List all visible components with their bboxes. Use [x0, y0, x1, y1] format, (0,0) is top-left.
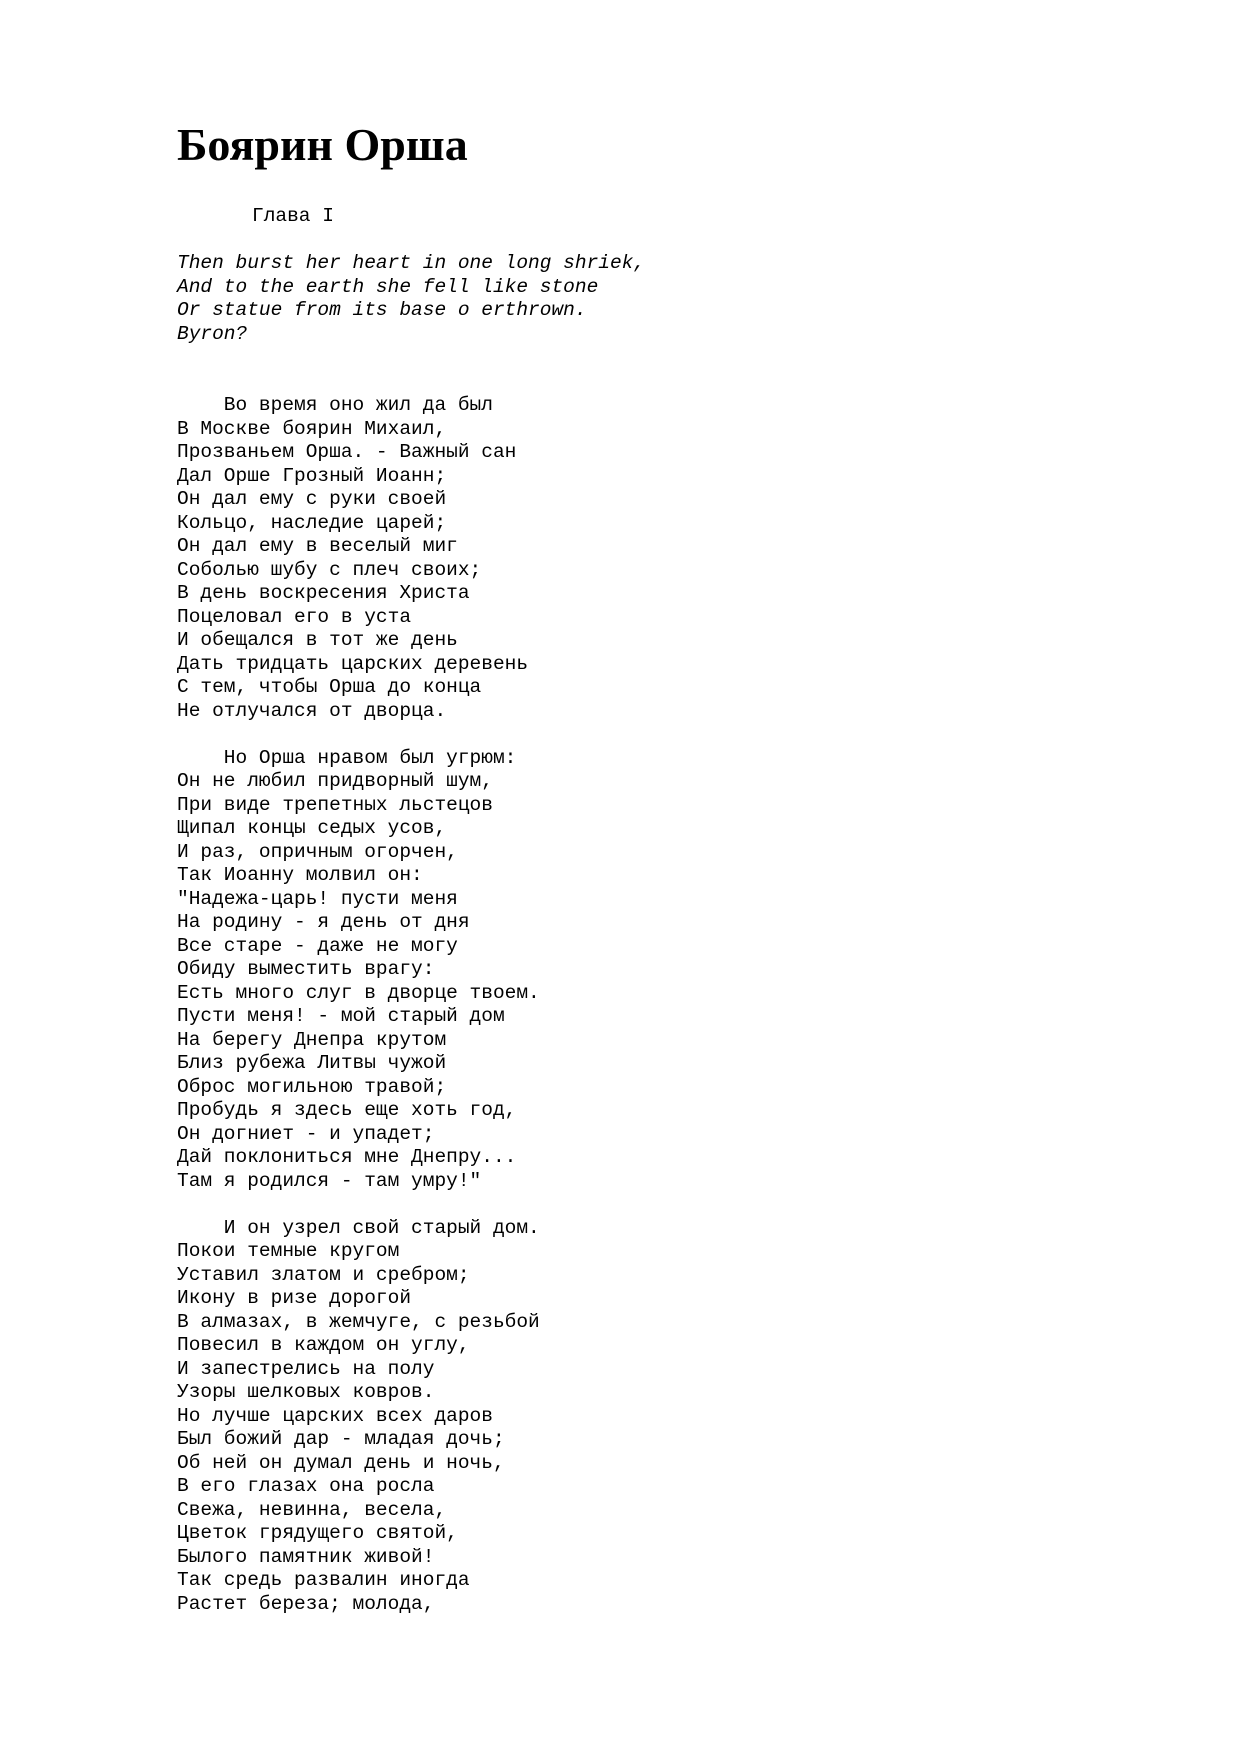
verse-line: Повесил в каждом он углу, — [177, 1334, 470, 1356]
epigraph-line: Or statue from its base o erthrown. — [177, 299, 587, 321]
verse-line: И он узрел свой старый дом. — [177, 1216, 540, 1239]
verse-line: Об ней он думал день и ночь, — [177, 1451, 505, 1474]
verse-line: Был божий дар - младая дочь; — [177, 1428, 505, 1450]
verse-line: С тем, чтобы Орша до конца — [177, 676, 482, 698]
verse-line: Не отлучался от дворца. — [177, 699, 447, 722]
verse-line: Есть много слуг в дворце твоем. — [177, 981, 540, 1004]
verse-line: Оброс могильною травой; — [177, 1075, 447, 1098]
verse-line: И раз, опричным огорчен, — [177, 840, 458, 863]
verse-line: Дать тридцать царских деревень — [177, 652, 529, 675]
stanza — [177, 747, 540, 1194]
verse-line: Соболью шубу с плеч своих; — [177, 558, 482, 581]
verse-line: В алмазах, в жемчуге, с резьбой — [177, 1310, 540, 1333]
verse-line: На берегу Днепра крутом — [177, 1028, 447, 1051]
verse-line: Так Иоанну молвил он: — [177, 864, 423, 886]
verse-line: Дай поклониться мне Днепру... — [177, 1146, 517, 1168]
stanza — [177, 1217, 540, 1617]
verse-line: Он не любил придворный шум, — [177, 770, 493, 792]
verse-line: Былого памятник живой! — [177, 1545, 435, 1568]
verse-line: И запестрелись на полу — [177, 1357, 435, 1380]
epigraph-line: And to the earth she fell like stone — [177, 275, 599, 298]
verse-line: Поцеловал его в уста — [177, 605, 412, 628]
verse-line: Он дал ему с руки своей — [177, 488, 447, 510]
verse-line: В его глазах она росла — [177, 1475, 435, 1497]
verse-line: Икону в ризе дорогой — [177, 1287, 412, 1309]
verse-line: Во время оно жил да был — [177, 394, 493, 416]
poem-body — [177, 394, 540, 1640]
verse-line: Кольцо, наследие царей; — [177, 511, 447, 534]
verse-line: Близ рубежа Литвы чужой — [177, 1052, 447, 1074]
epigraph-line: Byron? — [177, 322, 248, 345]
verse-line: И обещался в тот же день — [177, 629, 458, 651]
verse-line: На родину - я день от дня — [177, 911, 470, 933]
verse-line: Все старе - даже не могу — [177, 934, 458, 957]
verse-line: Узоры шелковых ковров. — [177, 1381, 435, 1403]
poem-title: Боярин Орша — [177, 119, 468, 170]
verse-line: Но лучше царских всех даров — [177, 1404, 493, 1427]
verse-line: В день воскресения Христа — [177, 582, 470, 604]
epigraph — [177, 252, 645, 346]
verse-line: Покои темные кругом — [177, 1240, 400, 1262]
verse-line: Так средь развалин иногда — [177, 1569, 470, 1591]
verse-line: Пробудь я здесь еще хоть год, — [177, 1099, 517, 1121]
epigraph-line: Then burst her heart in one long shriek, — [177, 252, 646, 274]
verse-line: Щипал концы седых усов, — [177, 817, 447, 839]
verse-line: В Москве боярин Михаил, — [177, 417, 447, 440]
verse-line: Но Орша нравом был угрюм: — [177, 746, 517, 769]
verse-line: Дал Орше Грозный Иоанн; — [177, 464, 447, 487]
verse-line: Пусти меня! - мой старый дом — [177, 1005, 505, 1027]
verse-line: Он догниет - и упадет; — [177, 1122, 435, 1145]
verse-line: Свежа, невинна, весела, — [177, 1498, 447, 1521]
stanza — [177, 394, 540, 723]
verse-line: Растет береза; молода, — [177, 1592, 435, 1615]
verse-line: Уставил златом и сребром; — [177, 1263, 470, 1286]
verse-line: "Надежа-царь! пусти меня — [177, 887, 458, 910]
verse-line: Цветок грядущего святой, — [177, 1522, 458, 1544]
chapter-heading: Глава I — [252, 205, 334, 227]
verse-line: Обиду выместить врагу: — [177, 958, 435, 980]
verse-line: При виде трепетных льстецов — [177, 793, 493, 816]
verse-line: Прозваньем Орша. - Важный сан — [177, 441, 517, 463]
verse-line: Он дал ему в веселый миг — [177, 535, 458, 557]
verse-line: Там я родился - там умру!" — [177, 1169, 482, 1192]
